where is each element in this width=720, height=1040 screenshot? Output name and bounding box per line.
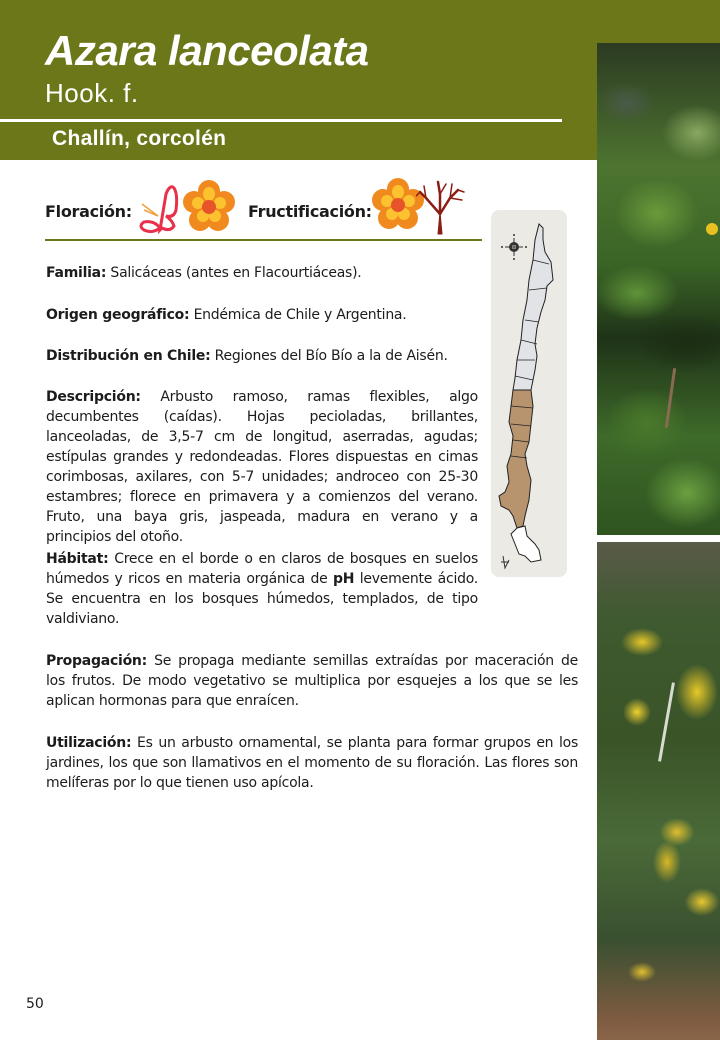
author-citation: Hook. f. <box>45 78 139 108</box>
origen-text: Endémica de Chile y Argentina. <box>189 307 407 323</box>
chile-map-icon <box>491 210 567 577</box>
fruiting-label: Fructificación: <box>248 202 372 221</box>
branch <box>658 682 675 761</box>
descripcion-text: Arbusto ramoso, ramas flexibles, algo decumbentes (caídas). Hojas pecioladas, brillantes, lanceoladas, de 3,5-7 cm de longitud, aserradas, agudas; estípulas grandes y redondeadas. Flores dispuestas en cimas corimbosas, axilares, con 5-7 unidades; androceo con 25-30 estambres; florece en primavera y a comienzos del verano. Fruto, una baya gris, jaspeada, madura en verano y a principios del otoño. <box>46 389 478 545</box>
origen-section <box>46 305 478 325</box>
habitat-section <box>46 549 478 629</box>
origen-label: Origen geográfico: <box>46 307 190 323</box>
section-divider <box>45 239 482 241</box>
distribucion-section <box>46 346 478 366</box>
habitat-text-after: levemente ácido. Se encuentra en los bosques húmedos, templados, de tipo valdiviano. <box>46 571 478 627</box>
yellow-flowers-photo <box>597 542 720 1040</box>
page-number: 50 <box>26 996 44 1012</box>
shrub-foliage-photo <box>597 43 720 535</box>
propagacion-label: Propagación: <box>46 653 148 669</box>
orange-flower-icon <box>183 180 235 232</box>
scientific-name: Azara lanceolata <box>45 27 369 74</box>
distribution-map <box>491 210 567 577</box>
stem <box>665 368 676 428</box>
utilizacion-text: Es un arbusto ornamental, se planta para formar grupos en los jardines, los que son llamativos en el momento de su floración. Las flores son melíferas por lo que tienen uso apícola. <box>46 735 578 791</box>
familia-text: Salicáceas (antes en Flacourtiáceas). <box>106 265 362 281</box>
familia-section <box>46 263 478 283</box>
flower-spot <box>706 223 718 235</box>
habitat-text: Crece en el borde o en claros de bosques en suelos húmedos y ricos en materia orgánica de <box>46 551 478 587</box>
propagacion-text: Se propaga mediante semillas extraídas por maceración de los frutos. De modo vegetativo se multiplica por esquejes a los que se les aplican hormonas para que enraícen. <box>46 653 578 709</box>
bare-tree-icon <box>416 178 466 236</box>
descripcion-section <box>46 387 478 547</box>
utilizacion-section <box>46 733 578 793</box>
flowering-label: Floración: <box>45 202 132 221</box>
header-divider <box>0 119 562 122</box>
butterfly-icon <box>136 180 180 234</box>
descripcion-label: Descripción: <box>46 389 141 405</box>
familia-label: Familia: <box>46 265 107 281</box>
distribucion-label: Distribución en Chile: <box>46 348 211 364</box>
common-name: Challín, corcolén <box>52 127 227 150</box>
scale-marker-icon <box>501 556 509 568</box>
distribucion-text: Regiones del Bío Bío a la de Aisén. <box>210 348 448 364</box>
propagacion-section <box>46 651 578 711</box>
compass-rose-icon <box>501 234 527 260</box>
utilizacion-label: Utilización: <box>46 735 132 751</box>
habitat-label: Hábitat: <box>46 551 109 567</box>
ph-term: pH <box>333 571 355 587</box>
